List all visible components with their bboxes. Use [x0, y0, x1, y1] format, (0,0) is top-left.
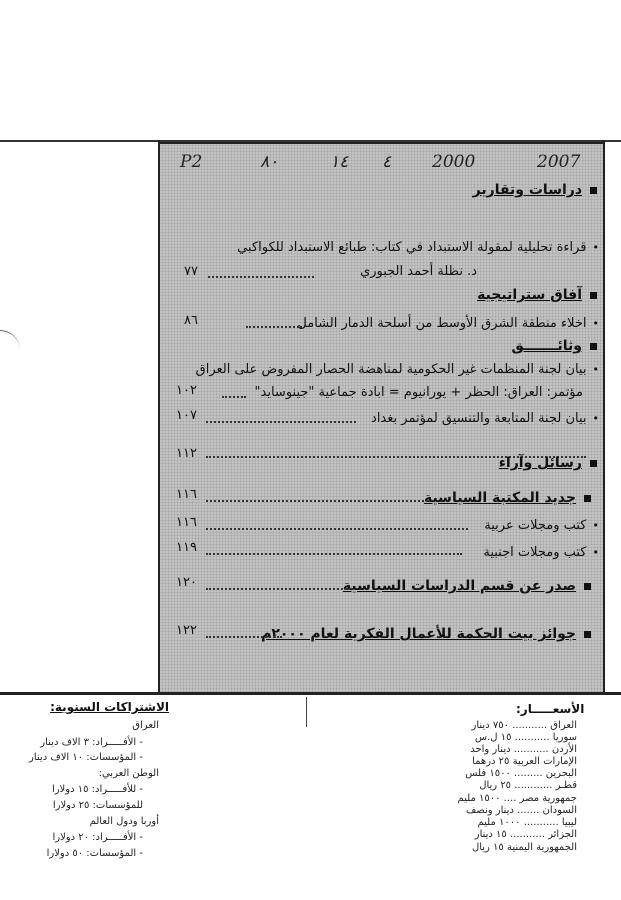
bullet-icon: •: [592, 519, 599, 532]
square-bullet-icon: [590, 187, 597, 194]
leader-dots: [206, 588, 354, 590]
leader-dots: [206, 421, 356, 423]
square-bullet-icon: [590, 460, 597, 467]
bullet-icon: •: [592, 363, 599, 376]
price-row: الجمهورية اليمنية ١٥ ريال: [471, 842, 577, 853]
toc-item: •بيان لجنة المنظمات غير الحكومية لمناهضة الحصار المفروض على العراق: [195, 362, 599, 377]
square-bullet-icon: [590, 343, 597, 350]
subscriptions-title: الاشتراكات السنوية:: [50, 700, 169, 714]
subscription-line: - المؤسسات: ٥٠ دولارا: [46, 848, 143, 859]
bullet-icon: •: [592, 317, 599, 330]
subscription-region: الوطن العربي:: [98, 768, 159, 779]
page-number: ١١٢: [176, 446, 197, 461]
toc-section-strategic: آفاق ستراتيجية: [477, 287, 597, 303]
handwriting-pages: ٨٠: [260, 152, 279, 172]
handwriting-number: ٤: [382, 152, 392, 172]
subscription-line: - الأفـــــراد: ٢٠ دولارا: [52, 832, 143, 843]
toc-right-border: [603, 140, 605, 695]
handwriting-year-2007: 2007: [537, 152, 581, 172]
handwriting-issue: ١٤: [330, 152, 349, 172]
square-bullet-icon: [590, 292, 597, 299]
square-bullet-icon: [584, 495, 591, 502]
toc-item-author: د. نظلة أحمد الجبوري: [360, 264, 477, 279]
price-row: الجزائر ........... ١٥ دينار: [474, 829, 577, 840]
toc-item: •بيان لجنة المتابعة والتنسيق لمؤتمر بغداد: [371, 411, 599, 426]
bullet-icon: •: [592, 546, 599, 559]
page-number: ١٠٢: [176, 383, 197, 398]
page-number: ١١٦: [176, 487, 197, 502]
toc-section-publications: صدر عن قسم الدراسات السياسية: [343, 578, 591, 594]
page-number: ١١٩: [176, 540, 197, 555]
subscription-line: - للأفـــــراد: ١٥ دولارا: [51, 784, 143, 795]
page-number: ١٠٧: [176, 408, 197, 423]
page-number: ٨٦: [184, 313, 198, 328]
leader-dots: [206, 553, 462, 555]
subscription-region: العراق: [132, 720, 159, 731]
price-row: السودان ....... دينار ونصف: [465, 805, 577, 816]
page-number: ٧٧: [184, 264, 198, 279]
page-number: ١٢٢: [176, 623, 197, 638]
subscription-region: أوربا ودول العالم: [89, 816, 159, 827]
toc-item: •اخلاء منطقة الشرق الأوسط من أسلحة الدمار الشامل: [297, 316, 599, 331]
leader-dots: [206, 500, 428, 502]
prices-title: الأسعـــــار:: [516, 702, 585, 716]
square-bullet-icon: [584, 583, 591, 590]
toc-section-documents: وثائـــــــق: [511, 338, 597, 354]
leader-dots: [206, 636, 282, 638]
bottom-rule: [0, 692, 621, 695]
column-divider: [306, 697, 307, 727]
page-number: ١١٦: [176, 515, 197, 530]
subscription-line: للمؤسسات: ٢٥ دولارا: [52, 800, 143, 811]
handwriting-p2: P2: [180, 152, 203, 172]
price-row: البحرين ......... ١٥٠٠ فلس: [465, 768, 577, 779]
price-row: ليبيا ........... ١٠٠٠ مليم: [477, 817, 577, 828]
toc-section-studies: دراسات وتقارير: [473, 182, 597, 198]
toc-section-letters: رسائل وآراء: [499, 455, 597, 471]
price-row: العراق ........... ٧٥٠ دينار: [471, 720, 577, 731]
toc-item: •كتب ومجلات اجنبية: [483, 545, 599, 560]
price-row: جمهورية مصر .... ١٥٠٠ مليم: [457, 793, 577, 804]
leader-dots: [246, 326, 302, 328]
bullet-icon: •: [592, 412, 599, 425]
toc-left-border: [158, 140, 160, 695]
toc-item: •كتب ومجلات عربية: [484, 518, 599, 533]
square-bullet-icon: [584, 631, 591, 638]
subscription-line: - الأفـــــراد: ٣ الاف دينار: [40, 737, 143, 748]
page-number: ١٢٠: [176, 575, 197, 590]
price-row: سوريا ........... ١٥ ل.س: [474, 732, 577, 743]
leader-dots: [206, 528, 468, 530]
handwriting-year-2000: 2000: [432, 152, 476, 172]
toc-section-library: جديد المكتبة السياسية: [424, 490, 591, 506]
leader-dots: [208, 276, 314, 278]
toc-section-awards: جوائز بيت الحكمة للأعمال الفكرية لعام ٢٠٠٠م: [261, 626, 591, 642]
price-row: الأردن ........... دينار واحد: [470, 744, 577, 755]
subscription-line: - المؤسسات: ١٠ الاف دينار: [29, 752, 143, 763]
bullet-icon: •: [592, 241, 599, 254]
toc-item: مؤتمر: العراق: الحظر + يورانيوم = ابادة جماعية "جينوسايد": [254, 385, 583, 400]
toc-item: •قراءة تحليلية لمقولة الاستبداد في كتاب: طبائع الاستبداد للكواكبي: [237, 240, 599, 255]
margin-curve: [0, 330, 20, 361]
price-row: قطـر ............ ٢٥ ريال: [479, 780, 577, 791]
leader-dots: [222, 396, 246, 398]
price-row: الإمارات العربية ٢٥ درهما: [472, 756, 577, 767]
